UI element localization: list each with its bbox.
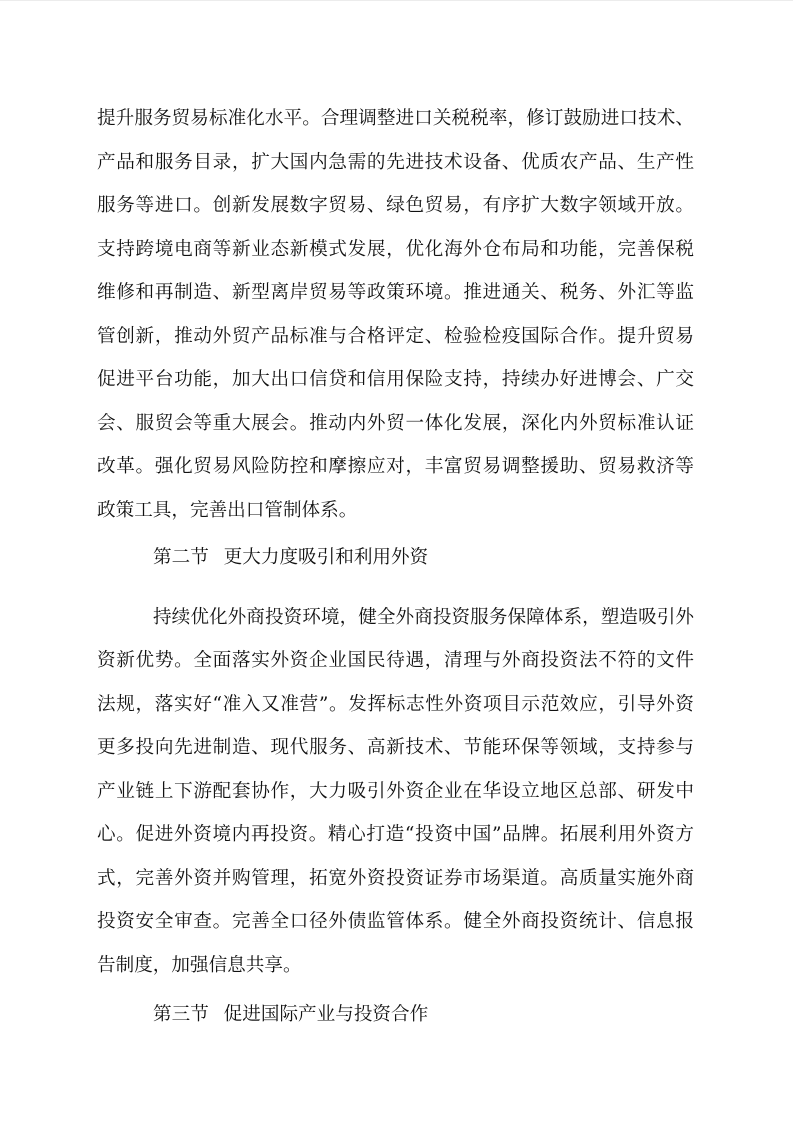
page-top-border	[0, 0, 793, 1]
section-number: 第二节	[153, 547, 209, 568]
paragraph-foreign-trade	[97, 97, 694, 532]
text-line: 资新优势。全面落实外资企业国民待遇，清理与外商投资法不符的文件	[97, 650, 694, 671]
text-line: 法规，落实好“准入又准营”。发挥标志性外资项目示范效应，引导外资	[97, 693, 694, 715]
text-line: 促进平台功能，加大出口信贷和信用保险支持，持续办好进博会、广交	[97, 369, 694, 390]
text-line: 投资安全审查。完善全口径外债监管体系。健全外商投资统计、信息报	[97, 911, 694, 932]
text-line: 心。促进外资境内再投资。精心打造“投资中国”品牌。拓展利用外资方	[97, 824, 694, 845]
text-line: 服务等进口。创新发展数字贸易、绿色贸易，有序扩大数字领域开放。	[97, 195, 694, 216]
text-line: 会、服贸会等重大展会。推动内外贸一体化发展，深化内外贸标准认证	[97, 412, 694, 434]
text-line: 持续优化外商投资环境，健全外商投资服务保障体系，塑造吸引外	[153, 606, 694, 628]
section-title: 促进国际产业与投资合作	[223, 1004, 429, 1025]
section-heading-2	[97, 536, 694, 580]
text-line: 式，完善外资并购管理，拓宽外资投资证券市场渠道。高质量实施外商	[97, 867, 694, 889]
section-title: 更大力度吸引和利用外资	[223, 547, 429, 568]
text-line: 提升服务贸易标准化水平。合理调整进口关税税率，修订鼓励进口技术、	[97, 108, 694, 129]
text-line: 产业链上下游配套协作，大力吸引外资企业在华设立地区总部、研发中	[97, 780, 694, 802]
text-line: 管创新，推动外贸产品标准与合格评定、检验检疫国际合作。提升贸易	[97, 325, 694, 347]
text-line: 产品和服务目录，扩大国内急需的先进技术设备、优质农产品、生产性	[97, 151, 694, 173]
text-line: 维修和再制造、新型离岸贸易等政策环境。推进通关、税务、外汇等监	[97, 282, 694, 303]
text-line: 支持跨境电商等新业态新模式发展，优化海外仓布局和功能，完善保税	[97, 238, 694, 260]
section-number: 第三节	[153, 1004, 209, 1025]
text-line: 改革。强化贸易风险防控和摩擦应对，丰富贸易调整援助、贸易救济等	[97, 456, 694, 477]
text-line: 更多投向先进制造、现代服务、高新技术、节能环保等领域，支持参与	[97, 737, 694, 758]
document-content	[97, 97, 694, 1037]
paragraph-foreign-investment	[97, 596, 694, 988]
text-line: 政策工具，完善出口管制体系。	[97, 499, 358, 521]
section-heading-3	[97, 993, 694, 1037]
text-line: 告制度，加强信息共享。	[97, 954, 302, 976]
